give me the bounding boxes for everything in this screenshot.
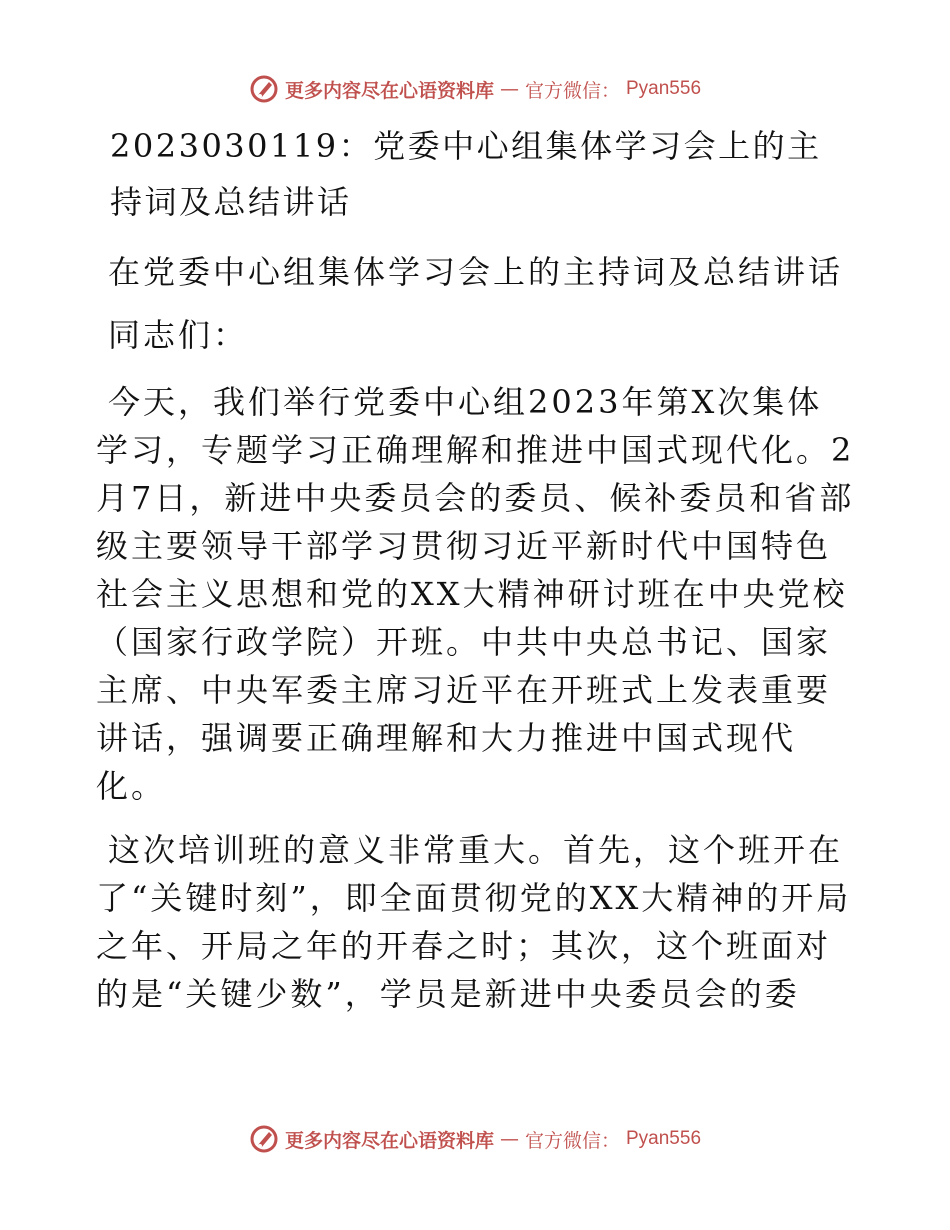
watermark-wechat-id: Pyan556 [626,1128,702,1149]
header-watermark [0,72,950,106]
document-title: 2023030119：党委中心组集体学习会上的主持词及总结讲话 [110,127,822,221]
salutation: 同志们： [108,316,249,354]
paragraph-2: 这次培训班的意义非常重大。首先，这个班开在了“关键时刻”，即全面贯彻党的XX大精神的开局之年、开局之年的开春之时；其次，这个班面对的是“关键少数”，学员是新进中央委员会的委 [96,831,852,1013]
watermark-site-name: 更多内容尽在心语资料库 [284,1129,494,1152]
document-body [96,118,856,1018]
document-subtitle: 在党委中心组集体学习会上的主持词及总结讲话 [108,253,844,291]
watermark-dash: — [499,78,519,100]
footer-watermark [0,1122,950,1156]
pen-nib-logo-icon [249,1124,279,1154]
watermark-official-label: 官方微信： [524,79,620,102]
watermark-site-name: 更多内容尽在心语资料库 [284,79,494,102]
paragraph-1: 今天，我们举行党委中心组2023年第X次集体学习，专题学习正确理解和推进中国式现代化。2月7日，新进中央委员会的委员、候补委员和省部级主要领导干部学习贯彻习近平新时代中国特色社会主义思想和党的XX大精神研讨班在中央党校（国家行政学院）开班。中共中央总书记、国家主席、中央军委主席习近平在开班式上发表重要讲话，强调要正确理解和大力推进中国式现代化。 [96,383,855,805]
watermark-wechat-id: Pyan556 [626,78,702,99]
pen-nib-logo-icon [249,74,279,104]
watermark-dash: — [499,1128,519,1150]
watermark-official-label: 官方微信： [524,1129,620,1152]
